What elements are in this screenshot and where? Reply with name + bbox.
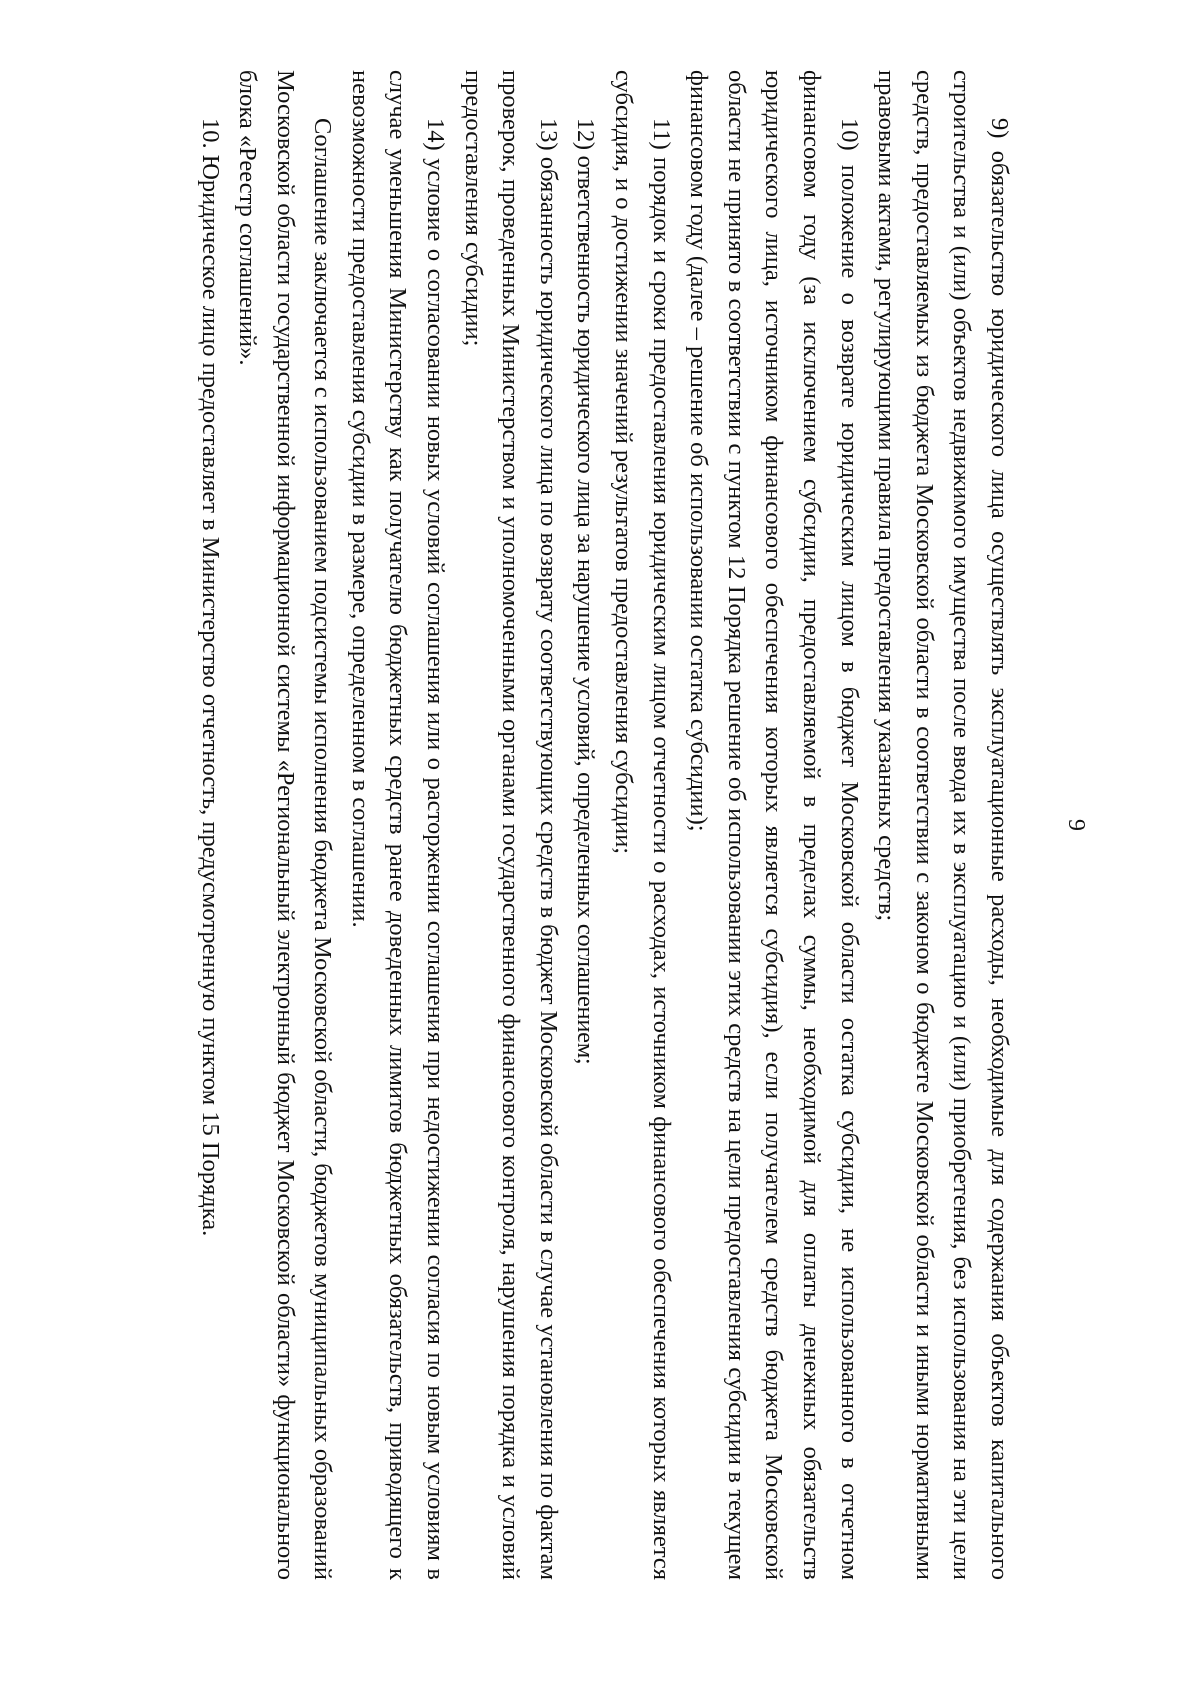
paragraph-agreement: Соглашение заключается с использованием подсистемы исполнения бюджета Московской области, бюджетов муниципальных образований Московской области государственной информационной системы «Региональный электронный бюджет Московской области» функционального блока «Реестр соглашений».: [234, 70, 337, 1580]
paragraph-item-10: 10) положение о возврате юридическим лицом в бюджет Московской области остатка субсидии, не использованного в отчетном финансовом году (за исключением субсидии, предоставляемой в пределах суммы, необходимой для оплаты денежных обязательств юридического лица, источником финансового обеспечения которых является субсидия), если получателем средств бюджета Московской области не принято в соответствии с пунктом 12 Порядка решение об использовании этих средств на цели предоставления субсидии в текущем финансовом году (далее – решение об использовании остатка субсидии);: [685, 70, 863, 1580]
paragraph-item-9: 9) обязательство юридического лица осуществлять эксплуатационные расходы, необходимые для содержания объектов капитального строительства и (или) объектов недвижимого имущества после ввода их в эксплуатацию и (или) приобретения, без использования на эти цели средств, предоставляемых из бюджета Московской области в соответствии с законом о бюджете Московской области и иными нормативными правовыми актами, регулирующими правила предоставления указанных средств;: [873, 70, 1013, 1580]
paragraph-section-10: 10. Юридическое лицо предоставляет в Министерство отчетность, предусмотренную пунктом 15 Порядка.: [196, 118, 224, 1237]
paragraph-item-12: 12) ответственность юридического лица за нарушение условий, определенных соглашением;: [572, 118, 600, 1065]
paragraph-item-11: 11) порядок и сроки предоставления юридическим лицом отчетности о расходах, источником финансового обеспечения которых является субсидия, и о достижении значений результатов предоставления субсидии;: [610, 70, 675, 1580]
body-text: [191, 70, 1018, 1580]
paragraph-item-14: 14) условие о согласовании новых условий соглашения или о расторжении соглашения при недостижении согласия по новым условиям в случае уменьшения Министерству как получателю бюджетных средств ранее доведенных лимитов бюджетных обязательств, приводящего к невозможности предоставления субсидии в размере, определенном в соглашении.: [346, 70, 450, 1580]
paragraph-item-13: 13) обязанность юридического лица по возврату соответствующих средств в бюджет Московской области в случае установления по фактам проверок, проведенных Министерством и уполномоченными органами государственного финансового контроля, нарушения порядка и условий предоставления субсидии;: [459, 70, 562, 1580]
rotated-content: [150, 70, 1090, 1580]
page-number: 9: [1063, 819, 1089, 831]
